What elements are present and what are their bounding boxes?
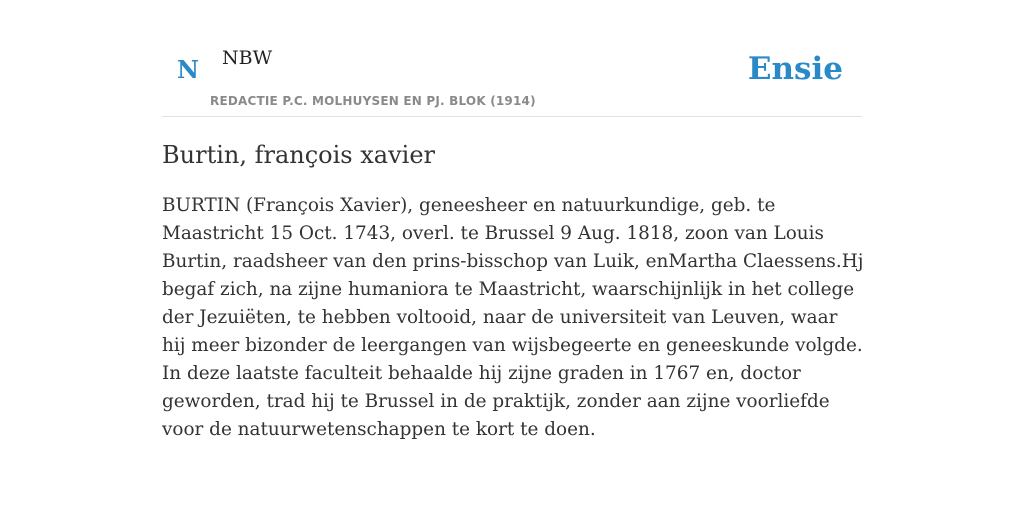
- source-title[interactable]: NBW: [222, 47, 273, 69]
- entry-body: BURTIN (François Xavier), geneesheer en natuurkundige, geb. te Maastricht 15 Oct. 1743, overl. te Brussel 9 Aug. 1818, zoon van Louis Burtin, raadsheer van den prins-bisschop van Luik, enMartha Claessens.Hj begaf zich, na zijne humaniora te Maastricht, waarschijnlijk in het college der Jezuiëten, te hebben voltooid, naar de universiteit van Leuven, waar hij meer bizonder de leergangen van wijsbegeerte en geneeskunde volgde. In deze laatste faculteit behaalde hij zijne graden in 1767 en, doctor geworden, trad hij te Brussel in de praktijk, zonder aan zijne voorliefde voor de natuurwetenschappen te kort te doen.: [162, 195, 864, 440]
- source-logo[interactable]: N: [177, 55, 199, 84]
- source-editors: REDACTIE P.C. MOLHUYSEN EN PJ. BLOK (1914): [210, 94, 536, 108]
- entry-title: Burtin, françois xavier: [162, 141, 435, 169]
- source-header: [162, 0, 862, 117]
- ensie-logo[interactable]: Ensie: [747, 51, 843, 87]
